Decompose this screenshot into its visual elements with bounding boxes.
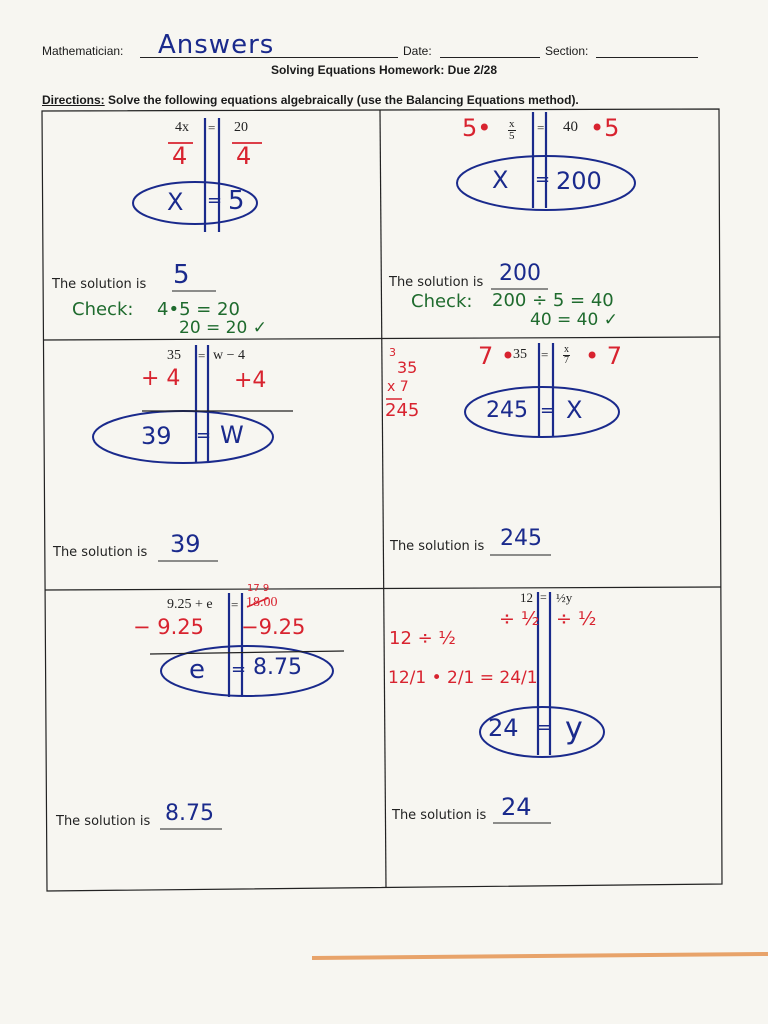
p6-equation-left: 12 [520,590,533,605]
p2-result-equals: = [535,169,551,190]
p6-result-right: y [565,711,583,746]
directions-label: Directions: [42,93,105,107]
p1-result-right: 5 [228,186,245,216]
p1-check-label: Check: [72,299,134,320]
p2-equation-right: 40 [563,119,578,135]
p4-equation-right [563,345,570,366]
p1-result-left: X [167,188,184,216]
p4-equation-equals: = [541,347,549,362]
p2-check-line-1: 200 ÷ 5 = 40 [492,290,614,311]
p5-equation-left: 9.25 + e [167,597,213,612]
p3-add-right: +4 [234,368,267,393]
p2-equation-left [508,119,516,142]
answer-grid [42,109,722,891]
p6-equation-equals: = [540,590,547,604]
p3-solution-label: The solution is [53,545,148,560]
p5-subtract-right: −9.25 [241,615,306,639]
p4-right-denominator: 7 [564,355,569,366]
page-title: Solving Equations Homework: Due 2/28 [270,63,498,77]
p1-divide-right: 4 [236,142,252,170]
directions-text: Solve the following equations algebraically (use the Balancing Equations method). [108,93,579,107]
p5-answer: 8.75 [165,801,214,826]
p3-equation-equals: = [198,348,206,363]
p4-answer: 245 [500,526,542,551]
p2-check-line-2: 40 = 40 ✓ [530,310,618,330]
date-label: Date: [403,44,432,58]
p2-solution-label: The solution is [389,275,484,290]
p5-sum-line [150,651,344,654]
p1-check-line-1: 4•5 = 20 [157,299,240,320]
p4-side-factor-b: x 7 [387,379,409,395]
p6-side-work-2: 12/1 • 2/1 = 24/1 [388,668,538,688]
p1-equation-right: 20 [234,120,248,135]
p6-result-left: 24 [488,714,519,742]
p4-side-carry: 3 [389,346,396,359]
p3-result-left: 39 [141,422,172,450]
p2-result-right: 200 [556,167,602,195]
p4-solution-label: The solution is [390,539,485,554]
p2-multiply-left: 5• [462,114,492,142]
section-label: Section: [545,44,589,58]
p2-multiply-right: •5 [590,114,620,142]
p1-answer: 5 [173,260,190,290]
p4-multiply-left: 7 • [478,342,516,370]
p6-side-work-1: 12 ÷ ½ [389,628,456,649]
grid-border [42,109,722,891]
p5-result-equals: = [231,659,247,680]
p4-equation-left: 35 [513,347,527,362]
p1-equation-equals: = [208,120,216,135]
p2-left-denominator: 5 [509,130,515,142]
p3-result-right: W [220,421,244,449]
p6-answer: 24 [501,793,532,821]
p2-check-label: Check: [411,291,473,312]
p5-equation-right: 18.00 [246,595,278,610]
grid-row-divider-2 [45,587,721,590]
paper-edge-orange [312,954,768,958]
p6-equation-right: ½y [556,590,573,605]
p1-solution-label: The solution is [52,277,147,292]
p3-equation-right: w − 4 [213,348,246,363]
p5-borrow-marks: 17 9 [247,583,270,594]
p4-right-numerator: x [564,344,569,355]
p1-result-equals: = [207,190,223,211]
p5-solution-label: The solution is [56,814,151,829]
mathematician-name: Answers [158,30,275,60]
p1-check-line-2: 20 = 20 ✓ [179,318,267,338]
grid-vertical-divider [380,110,386,888]
p1-divide-left: 4 [172,142,188,170]
p5-result-right: 8.75 [253,655,302,680]
p6-divide-right: ÷ ½ [556,608,597,630]
p4-result-right: X [566,396,583,424]
p3-add-left: + 4 [141,366,181,391]
p5-equation-equals: = [231,597,239,612]
p3-answer: 39 [170,530,201,558]
p2-equation-equals: = [537,120,545,135]
p4-result-left: 245 [486,398,528,423]
p3-result-equals: = [196,425,212,446]
p5-subtract-left: − 9.25 [133,615,205,639]
p4-side-factor-a: 35 [397,358,418,377]
p3-equation-left: 35 [167,348,181,363]
p2-answer: 200 [499,261,541,286]
p6-divide-left: ÷ ½ [499,608,540,630]
p4-side-result: 245 [385,400,420,421]
p1-equation-left: 4x [175,120,189,135]
p4-multiply-right: • 7 [585,342,623,370]
p6-solution-label: The solution is [392,808,487,823]
result-ovals [93,156,635,757]
p5-result-left: e [189,655,205,685]
mathematician-label: Mathematician: [42,44,124,58]
p6-result-equals: = [537,717,553,738]
p2-result-left: X [492,166,509,194]
p4-result-equals: = [540,400,556,421]
p2-left-numerator: x [509,118,515,130]
